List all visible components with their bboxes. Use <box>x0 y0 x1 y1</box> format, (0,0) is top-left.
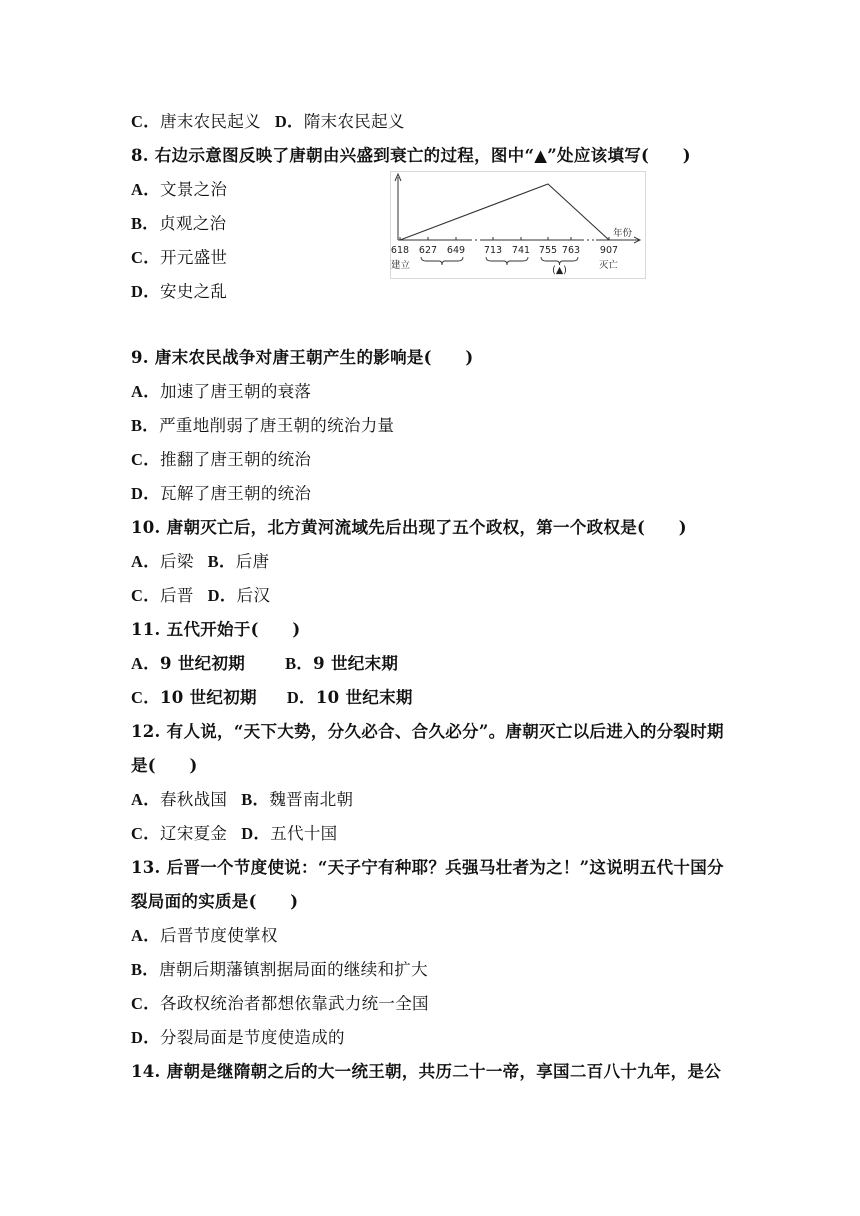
q8-b-text: 贞观之治 <box>159 214 227 233</box>
q7-d-text: 隋末农民起义 <box>303 112 405 131</box>
tick-label-627: 627 <box>418 245 438 256</box>
q10-b-text: 后唐 <box>235 552 270 571</box>
q10-a-text: 后梁 <box>160 552 194 571</box>
q11-d-text: 10 世纪末期 <box>315 688 413 707</box>
q12-c-label: C． <box>131 824 161 843</box>
chart-start-label: 建立 <box>391 260 411 271</box>
q10-c-label: C． <box>131 586 161 605</box>
q8-a-text: 文景之治 <box>160 180 228 199</box>
q7-options-cd <box>131 111 405 133</box>
q8-d-label: D． <box>131 282 161 301</box>
q10-options-cd <box>131 585 270 607</box>
q12-a-text: 春秋战国 <box>160 790 228 809</box>
q9-b-text: 严重地削弱了唐王朝的统治力量 <box>159 416 395 435</box>
tick-label-755: 755 <box>538 245 558 256</box>
q10-c-text: 后晋 <box>160 586 194 605</box>
q7-c-label: C． <box>131 112 161 131</box>
q14-stem-line1: 14. 唐朝是继隋朝之后的大一统王朝，共历二十一帝，享国二百八十九年，是公 <box>131 1062 722 1081</box>
q11-d-label: D． <box>286 688 316 707</box>
q13-c-text: 各政权统治者都想依靠武力统一全国 <box>160 994 429 1013</box>
q11-c-text: 10 世纪初期 <box>160 688 257 707</box>
q11-stem: 11. 五代开始于( ) <box>131 620 301 639</box>
q11-b-text: 9 世纪末期 <box>313 654 399 673</box>
q11-a-text: 9 世纪初期 <box>160 654 246 673</box>
q8-option-b <box>131 213 226 235</box>
q12-d-text: 五代十国 <box>270 824 338 843</box>
q13-c-label: C． <box>131 994 161 1013</box>
q7-c-text: 唐末农民起义 <box>160 112 261 131</box>
q12-options-ab <box>131 789 353 811</box>
tick-label-741: 741 <box>511 245 531 256</box>
tick-label-763: 763 <box>561 245 581 256</box>
q8-option-d <box>131 281 227 303</box>
q12-b-text: 魏晋南北朝 <box>269 790 354 809</box>
q10-a-label: A． <box>131 552 161 571</box>
q11-options-ab <box>131 653 398 675</box>
chart-braces <box>421 257 578 265</box>
q8-stem: 8. 右边示意图反映了唐朝由兴盛到衰亡的过程，图中“▲”处应该填写( ) <box>131 146 691 165</box>
q13-b-text: 唐朝后期藩镇割据局面的继续和扩大 <box>159 960 428 979</box>
tick-label-907: 907 <box>599 245 619 256</box>
q11-c-label: C． <box>131 688 161 707</box>
q8-b-label: B． <box>131 214 160 233</box>
chart-axes <box>395 174 640 243</box>
chart-end-label: 灭亡 <box>599 260 619 271</box>
q13-stem-line1: 13. 后晋一个节度使说：“天子宁有种耶？兵强马壮者为之！”这说明五代十国分 <box>131 858 724 877</box>
q10-d-text: 后汉 <box>236 586 271 605</box>
q12-b-label: B． <box>241 790 270 809</box>
q10-d-label: D． <box>207 586 237 605</box>
q11-options-cd <box>131 687 413 709</box>
q7-d-label: D． <box>274 112 304 131</box>
q13-d-label: D． <box>131 1028 161 1047</box>
q8-c-label: C． <box>131 248 161 267</box>
period-brace <box>541 257 578 265</box>
q8-a-label: A． <box>131 180 161 199</box>
q11-b-label: B． <box>285 654 314 673</box>
q9-option-c <box>131 449 311 471</box>
q8-c-text: 开元盛世 <box>160 248 228 267</box>
q9-d-text: 瓦解了唐王朝的统治 <box>160 484 312 503</box>
chart-series <box>400 184 609 240</box>
chart-marker-label: (▲) <box>552 265 567 276</box>
trend-line <box>400 184 609 240</box>
q12-a-label: A． <box>131 790 161 809</box>
q8-option-a <box>131 179 227 201</box>
q9-a-text: 加速了唐王朝的衰落 <box>160 382 312 401</box>
q13-option-c <box>131 993 429 1015</box>
q9-a-label: A． <box>131 382 161 401</box>
q10-options-ab <box>131 551 269 573</box>
q13-stem-line2: 裂局面的实质是( ) <box>131 892 299 911</box>
period-brace <box>421 257 463 265</box>
q9-d-label: D． <box>131 484 161 503</box>
q8-option-c <box>131 247 227 269</box>
q10-b-label: B． <box>207 552 236 571</box>
chart-x-axis-label: 年份 <box>613 228 633 239</box>
q10-stem: 10. 唐朝灭亡后，北方黄河流域先后出现了五个政权，第一个政权是( ) <box>131 518 687 537</box>
q12-options-cd <box>131 823 337 845</box>
q13-b-label: B． <box>131 960 160 979</box>
q11-a-label: A． <box>131 654 161 673</box>
q9-option-d <box>131 483 311 505</box>
q9-option-b <box>131 415 394 437</box>
q9-c-text: 推翻了唐王朝的统治 <box>160 450 312 469</box>
period-brace <box>486 257 528 265</box>
q12-c-text: 辽宋夏金 <box>160 824 228 843</box>
q12-d-label: D． <box>241 824 271 843</box>
q9-stem: 9. 唐末农民战争对唐王朝产生的影响是( ) <box>131 348 474 367</box>
q13-d-text: 分裂局面是节度使造成的 <box>160 1028 345 1047</box>
q13-option-d <box>131 1027 345 1049</box>
q12-stem-line2: 是( ) <box>131 756 198 775</box>
q12-stem-line1: 12. 有人说，“天下大势，分久必合、合久必分”。唐朝灭亡以后进入的分裂时期 <box>131 722 724 741</box>
q9-c-label: C． <box>131 450 161 469</box>
q13-option-b <box>131 959 428 981</box>
q8-d-text: 安史之乱 <box>160 282 228 301</box>
tick-label-649: 649 <box>446 245 466 256</box>
q9-option-a <box>131 381 311 403</box>
q13-a-label: A． <box>131 926 161 945</box>
tang-timeline-chart <box>390 171 646 279</box>
q9-b-label: B． <box>131 416 160 435</box>
tick-label-713: 713 <box>483 245 503 256</box>
q13-a-text: 后晋节度使掌权 <box>160 926 278 945</box>
tick-label-618: 618 <box>390 245 410 256</box>
q13-option-a <box>131 925 278 947</box>
